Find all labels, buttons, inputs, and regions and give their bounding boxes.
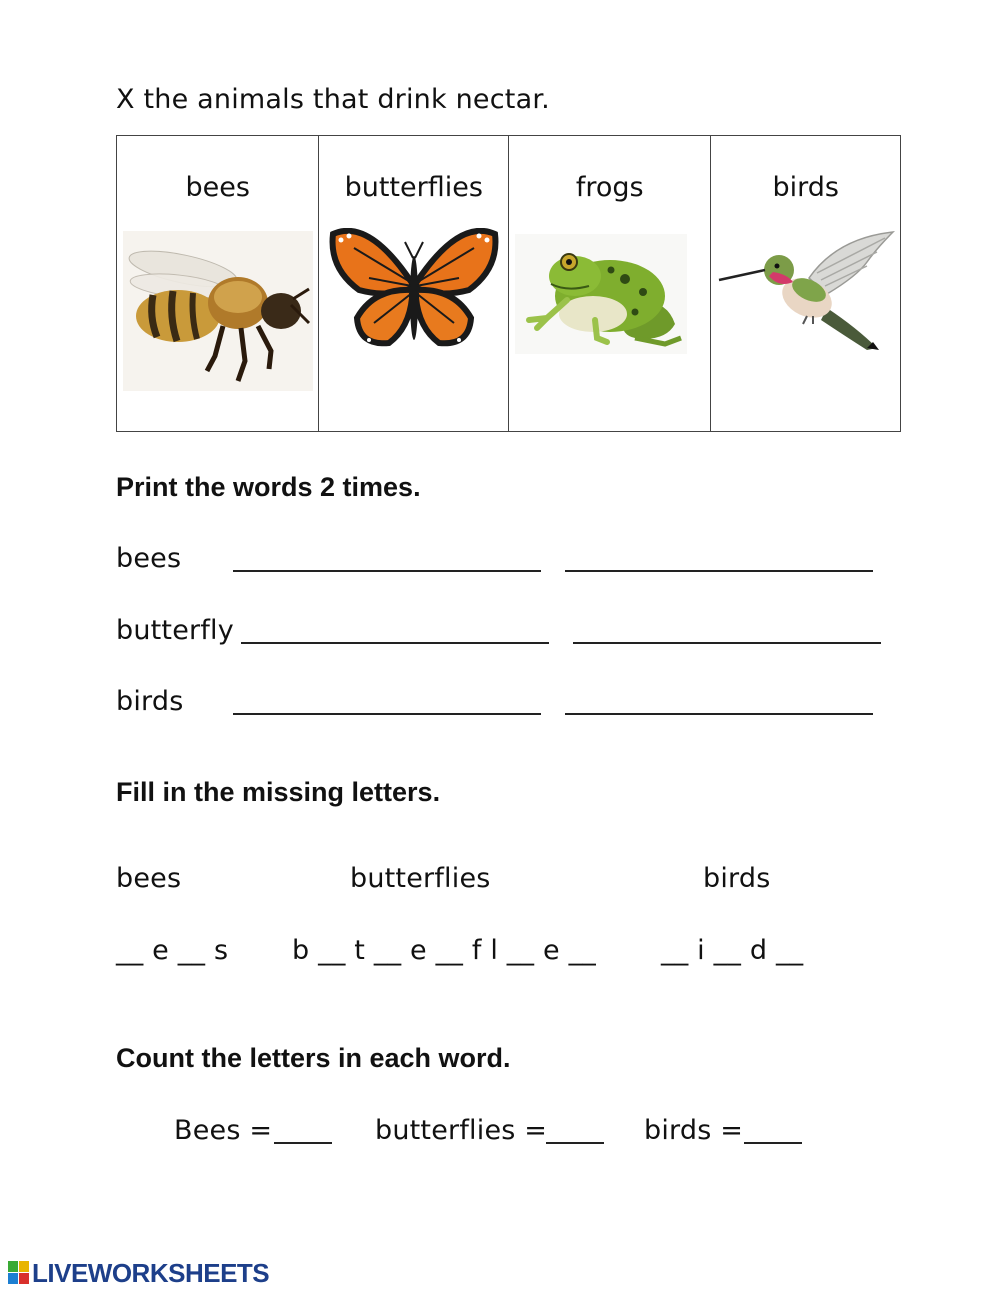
liveworksheets-logo-icon <box>8 1261 30 1285</box>
fill-word: butterflies <box>350 863 491 894</box>
bee-icon <box>123 231 313 391</box>
write-line[interactable] <box>565 713 873 715</box>
print-word-label: bees <box>116 543 182 574</box>
count-answer-line[interactable] <box>744 1142 802 1144</box>
animal-label: frogs <box>575 172 644 203</box>
animal-label: butterflies <box>344 172 483 203</box>
animal-cell-bees[interactable] <box>117 136 319 431</box>
butterfly-icon <box>329 228 499 353</box>
animal-label: birds <box>772 172 839 203</box>
write-line[interactable] <box>573 642 881 644</box>
brand-name: LIVEWORKSHEETS <box>32 1257 270 1288</box>
animal-table <box>116 135 901 432</box>
fill-pattern[interactable]: __ i __ d __ <box>661 935 804 966</box>
instruction-print: Print the words 2 times. <box>116 472 421 502</box>
animal-cell-butterflies[interactable] <box>319 136 509 431</box>
animal-label: bees <box>185 172 250 203</box>
count-label: butterflies = <box>375 1115 548 1146</box>
write-line[interactable] <box>233 570 541 572</box>
write-line[interactable] <box>233 713 541 715</box>
animal-cell-birds[interactable] <box>711 136 900 431</box>
frog-icon <box>515 234 687 354</box>
instruction-count: Count the letters in each word. <box>116 1043 511 1073</box>
fill-word: bees <box>116 863 182 894</box>
write-line[interactable] <box>565 570 873 572</box>
fill-pattern[interactable]: __ e __ s <box>116 935 229 966</box>
brand-logo[interactable] <box>8 1258 269 1288</box>
count-label: birds = <box>644 1115 744 1146</box>
hummingbird-icon <box>717 228 895 353</box>
write-line[interactable] <box>241 642 549 644</box>
instruction-fill: Fill in the missing letters. <box>116 777 441 807</box>
count-answer-line[interactable] <box>274 1142 332 1144</box>
instruction-nectar: X the animals that drink nectar. <box>116 84 550 115</box>
count-answer-line[interactable] <box>546 1142 604 1144</box>
animal-cell-frogs[interactable] <box>509 136 711 431</box>
fill-pattern[interactable]: b __ t __ e __ f l __ e __ <box>292 935 596 966</box>
print-word-label: butterfly <box>116 615 234 646</box>
count-label: Bees = <box>174 1115 273 1146</box>
fill-word: birds <box>703 863 771 894</box>
print-word-label: birds <box>116 686 184 717</box>
